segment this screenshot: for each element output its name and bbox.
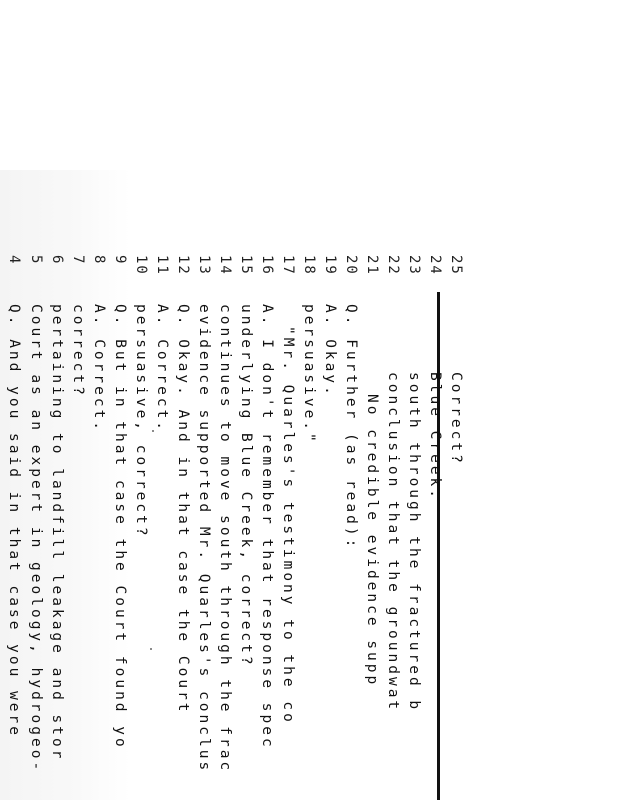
transcript-line: continues to move south through the frac bbox=[217, 304, 233, 774]
transcript-line: correct? bbox=[70, 304, 86, 398]
transcript-line: evidence supported Mr. Quarles's conclus bbox=[196, 304, 212, 774]
line-number: 14 bbox=[217, 255, 233, 276]
line-number: 4 bbox=[6, 255, 22, 266]
transcript-line: A. I don't remember that response spec bbox=[259, 304, 275, 750]
transcript-line: persuasive." bbox=[301, 304, 317, 445]
line-number: 16 bbox=[259, 255, 275, 276]
line-number: 7 bbox=[70, 255, 86, 266]
transcript-line: Q. And you said in that case you were bbox=[6, 304, 22, 739]
line-number-margin-rule bbox=[437, 292, 440, 800]
line-number: 8 bbox=[91, 255, 107, 266]
transcript-line: Court as an expert in geology, hydrogeo- bbox=[28, 304, 44, 774]
line-number: 18 bbox=[301, 255, 317, 276]
line-number: 9 bbox=[112, 255, 128, 266]
scan-speck bbox=[150, 648, 152, 650]
line-number: 11 bbox=[154, 255, 170, 276]
line-number: 17 bbox=[280, 255, 296, 276]
line-number: 10 bbox=[133, 255, 149, 276]
line-number: 24 bbox=[427, 255, 443, 276]
transcript-line: underlying Blue Creek, correct? bbox=[238, 304, 254, 668]
transcript-line: Correct? bbox=[448, 372, 464, 466]
line-number: 23 bbox=[406, 255, 422, 276]
transcript-line: pertaining to landfill leakage and stor bbox=[49, 304, 65, 762]
transcript-line: A. Okay. bbox=[322, 304, 338, 398]
line-number: 15 bbox=[238, 255, 254, 276]
transcript-line: Blue Creek. bbox=[427, 372, 443, 502]
transcript-line: A. Correct. bbox=[91, 304, 107, 434]
transcript-line: south through the fractured b bbox=[406, 372, 422, 713]
line-number: 13 bbox=[196, 255, 212, 276]
line-number: 5 bbox=[28, 255, 44, 266]
transcript-line: conclusion that the groundwat bbox=[385, 372, 401, 713]
transcript-line: "Mr. Quarles's testimony to the co bbox=[280, 326, 296, 725]
scan-speck bbox=[152, 430, 154, 432]
line-number: 22 bbox=[385, 255, 401, 276]
transcript-line: Q. Okay. And in that case the Court bbox=[175, 304, 191, 715]
transcript-line: persuasive, correct? bbox=[133, 304, 149, 539]
transcript-line: Q. Further (as read): bbox=[343, 304, 359, 551]
transcript-line: A. Correct. bbox=[154, 304, 170, 434]
line-number: 12 bbox=[175, 255, 191, 276]
line-number: 21 bbox=[364, 255, 380, 276]
line-number: 20 bbox=[343, 255, 359, 276]
line-number: 19 bbox=[322, 255, 338, 276]
transcript-line: No credible evidence supp bbox=[364, 394, 380, 688]
transcript-line: Q. But in that case the Court found yo bbox=[112, 304, 128, 750]
line-number: 25 bbox=[448, 255, 464, 276]
line-number: 6 bbox=[49, 255, 65, 266]
